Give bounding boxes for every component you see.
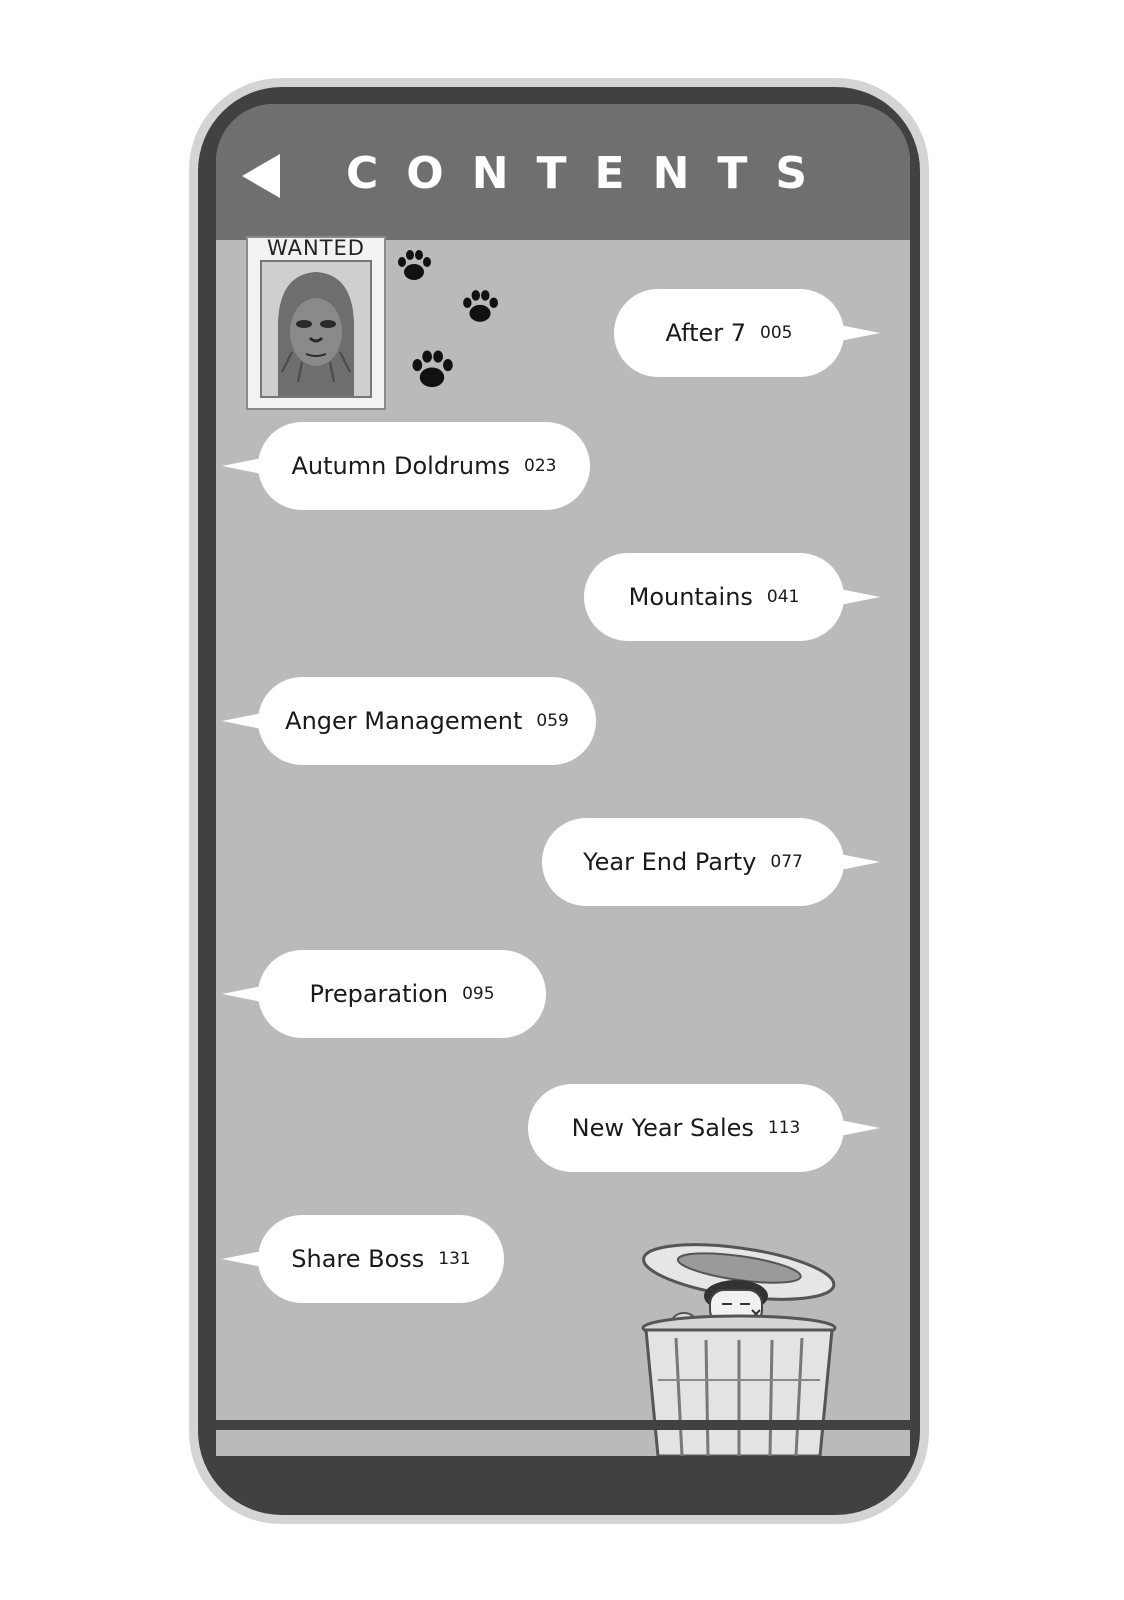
chapter-title: Autumn Doldrums bbox=[291, 452, 511, 480]
chapter-page: 077 bbox=[770, 852, 803, 872]
wanted-poster bbox=[246, 236, 386, 410]
chapter-item-new-year-sales[interactable] bbox=[528, 1084, 844, 1172]
chapter-page: 005 bbox=[760, 323, 793, 343]
chapter-list[interactable] bbox=[216, 236, 910, 1456]
chapter-title: Preparation bbox=[309, 980, 449, 1008]
back-arrow-icon bbox=[240, 152, 284, 200]
chapter-page: 023 bbox=[524, 456, 557, 476]
chapter-page: 113 bbox=[767, 1118, 801, 1138]
chapter-title: Mountains bbox=[628, 583, 753, 611]
paw-print-icon bbox=[394, 248, 434, 284]
chapter-page: 059 bbox=[536, 711, 569, 731]
chapter-title: Anger Management bbox=[285, 707, 523, 735]
chapter-item-autumn-doldrums[interactable] bbox=[258, 422, 590, 510]
bigfoot-portrait-icon bbox=[260, 260, 372, 398]
chapter-item-anger-management[interactable] bbox=[258, 677, 596, 765]
phone-screen bbox=[216, 104, 910, 1456]
chapter-item-year-end-party[interactable] bbox=[542, 818, 844, 906]
paw-print-icon bbox=[406, 348, 458, 392]
chapter-title: New Year Sales bbox=[571, 1114, 754, 1142]
page-title: CONTENTS bbox=[346, 148, 836, 199]
app-header bbox=[216, 104, 910, 240]
chapter-title: Year End Party bbox=[583, 848, 757, 876]
back-button[interactable] bbox=[240, 152, 284, 200]
chapter-page: 095 bbox=[462, 984, 495, 1004]
paw-print-icon bbox=[458, 288, 502, 326]
chapter-page: 041 bbox=[766, 587, 800, 607]
chapter-title: Share Boss bbox=[291, 1245, 425, 1273]
phone-bottom-bar bbox=[216, 1420, 910, 1430]
chapter-title: After 7 bbox=[665, 319, 747, 347]
chapter-item-mountains[interactable] bbox=[584, 553, 844, 641]
chapter-item-after-7[interactable] bbox=[614, 289, 844, 377]
chapter-item-share-boss[interactable] bbox=[258, 1215, 504, 1303]
wanted-poster-text: WANTED bbox=[267, 236, 365, 260]
chapter-page: 131 bbox=[438, 1249, 471, 1269]
chapter-item-preparation[interactable] bbox=[258, 950, 546, 1038]
